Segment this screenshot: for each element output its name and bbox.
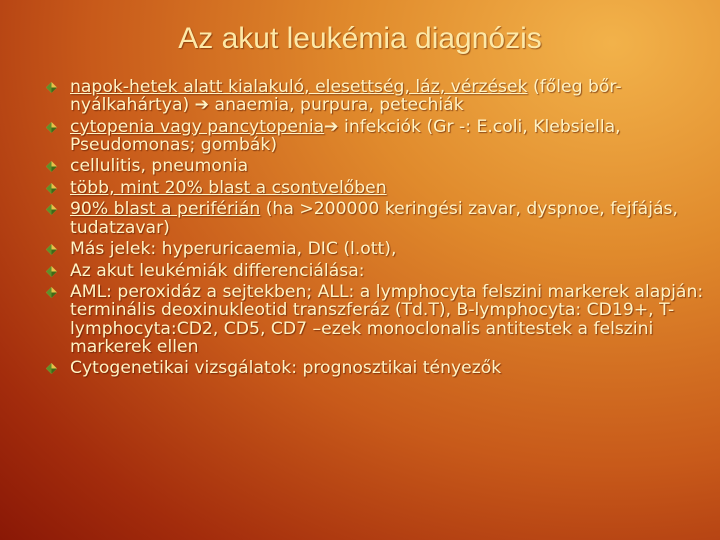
bullet-text: infekciók (Gr -: E.coli, Klebsiella, Pseudomonas; gombák) — [70, 116, 621, 155]
arrow-icon: ➔ — [194, 95, 210, 116]
bullet-item — [46, 200, 714, 236]
bullet-text: (főleg bőr-nyálkahártya) — [70, 77, 622, 116]
bullet-text: anaemia, purpura, petechiák — [209, 95, 464, 116]
bullet-item — [46, 359, 714, 377]
bullet-item — [46, 262, 714, 280]
diamond-bullet-icon — [46, 287, 57, 298]
bullet-item — [46, 118, 714, 154]
diamond-bullet-icon — [46, 82, 57, 93]
diamond-bullet-icon — [46, 244, 57, 255]
bullet-item — [46, 283, 714, 356]
diamond-bullet-icon — [46, 363, 57, 374]
bullet-text: Más jelek: hyperuricaemia, DIC (l.ott), — [70, 239, 397, 260]
bullet-text: Cytogenetikai vizsgálatok: prognosztikai tényezők — [70, 358, 502, 379]
bullet-list — [46, 78, 714, 381]
bullet-text: AML: peroxidáz a sejtekben; ALL: a lymphocyta felszini markerek alapján: terminális deoxinukleotid transzferáz (Td.T), B-lymphocyta: CD19+, T-lymphocyta:CD2, CD5, CD7 –ezek monoclonalis antitestek a felszini markerek ellen — [70, 282, 704, 357]
diamond-bullet-icon — [46, 183, 57, 194]
arrow-icon: ➔ — [324, 116, 339, 137]
diamond-bullet-icon — [46, 122, 57, 133]
bullet-item — [46, 179, 714, 197]
bullet-item — [46, 240, 714, 258]
bullet-text: 90% blast a periférián — [70, 199, 261, 220]
bullet-text: napok-hetek alatt kialakuló, elesettség, láz, vérzések — [70, 77, 528, 97]
bullet-text: Az akut leukémiák differenciálása: — [70, 260, 365, 281]
bullet-text: több, mint 20% blast a csontvelőben — [70, 177, 387, 198]
bullet-text: cellulitis, pneumonia — [70, 156, 249, 177]
diamond-bullet-icon — [46, 266, 57, 277]
diamond-bullet-icon — [46, 161, 57, 172]
bullet-item — [46, 157, 714, 175]
bullet-item — [46, 78, 714, 114]
bullet-text: (ha >200000 keringési zavar, dyspnoe, fejfájás, tudatzavar) — [70, 199, 678, 238]
diamond-bullet-icon — [46, 204, 57, 215]
bullet-text: cytopenia vagy pancytopenia — [70, 116, 325, 137]
slide-title: Az akut leukémia diagnózis — [178, 22, 542, 55]
